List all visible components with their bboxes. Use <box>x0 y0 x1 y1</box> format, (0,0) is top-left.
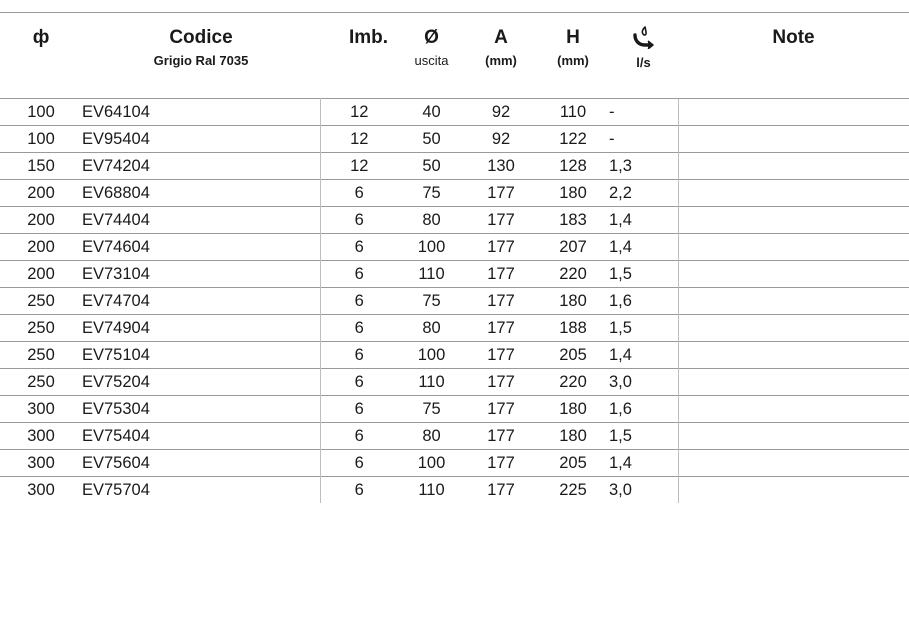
table-row <box>0 395 909 422</box>
cell-note <box>678 287 909 314</box>
cell-h: 220 <box>537 368 609 395</box>
cell-diameter: 200 <box>0 260 82 287</box>
cell-diameter: 300 <box>0 395 82 422</box>
cell-outlet: 100 <box>398 449 465 476</box>
cell-note <box>678 233 909 260</box>
table-row <box>0 125 909 152</box>
cell-imb: 12 <box>320 152 398 179</box>
cell-flow: 1,4 <box>609 206 678 233</box>
cell-h: 225 <box>537 476 609 503</box>
table-row <box>0 260 909 287</box>
cell-diameter: 250 <box>0 287 82 314</box>
header-outlet-title: Ø <box>424 27 439 48</box>
cell-note <box>678 314 909 341</box>
cell-a: 177 <box>465 314 537 341</box>
cell-code: EV74904 <box>82 314 320 341</box>
cell-flow: 1,5 <box>609 314 678 341</box>
cell-h: 205 <box>537 341 609 368</box>
cell-note <box>678 179 909 206</box>
table-row <box>0 368 909 395</box>
cell-outlet: 100 <box>398 341 465 368</box>
cell-imb: 12 <box>320 98 398 125</box>
table-row <box>0 98 909 125</box>
cell-diameter: 100 <box>0 125 82 152</box>
cell-imb: 12 <box>320 125 398 152</box>
cell-outlet: 110 <box>398 476 465 503</box>
cell-code: EV74704 <box>82 287 320 314</box>
cell-code: EV75204 <box>82 368 320 395</box>
table-row <box>0 233 909 260</box>
cell-h: 220 <box>537 260 609 287</box>
cell-imb: 6 <box>320 368 398 395</box>
cell-outlet: 50 <box>398 152 465 179</box>
cell-outlet: 75 <box>398 395 465 422</box>
cell-diameter: 250 <box>0 341 82 368</box>
cell-flow: 3,0 <box>609 368 678 395</box>
cell-a: 177 <box>465 260 537 287</box>
cell-h: 180 <box>537 422 609 449</box>
table-row <box>0 179 909 206</box>
header-note-title: Note <box>772 27 815 48</box>
cell-code: EV75304 <box>82 395 320 422</box>
cell-diameter: 300 <box>0 422 82 449</box>
header-note <box>678 13 909 98</box>
table-header-row <box>0 13 909 98</box>
cell-h: 207 <box>537 233 609 260</box>
cell-code: EV73104 <box>82 260 320 287</box>
header-a-subtitle: (mm) <box>485 53 517 68</box>
cell-flow: 3,0 <box>609 476 678 503</box>
table-row <box>0 314 909 341</box>
cell-code: EV75704 <box>82 476 320 503</box>
cell-outlet: 75 <box>398 179 465 206</box>
cell-imb: 6 <box>320 314 398 341</box>
cell-outlet: 80 <box>398 206 465 233</box>
cell-code: EV95404 <box>82 125 320 152</box>
header-code <box>82 13 320 98</box>
cell-outlet: 80 <box>398 314 465 341</box>
cell-h: 122 <box>537 125 609 152</box>
header-flow <box>609 13 678 98</box>
cell-code: EV75104 <box>82 341 320 368</box>
cell-note <box>678 152 909 179</box>
header-a <box>465 13 537 98</box>
cell-h: 180 <box>537 179 609 206</box>
cell-imb: 6 <box>320 422 398 449</box>
cell-a: 177 <box>465 476 537 503</box>
cell-diameter: 100 <box>0 98 82 125</box>
cell-flow: 1,4 <box>609 233 678 260</box>
cell-a: 177 <box>465 368 537 395</box>
cell-a: 177 <box>465 422 537 449</box>
table-row <box>0 341 909 368</box>
header-diameter <box>0 13 82 98</box>
cell-flow: 1,4 <box>609 449 678 476</box>
header-h <box>537 13 609 98</box>
cell-code: EV74604 <box>82 233 320 260</box>
cell-note <box>678 422 909 449</box>
cell-note <box>678 449 909 476</box>
table-row <box>0 476 909 503</box>
cell-code: EV75404 <box>82 422 320 449</box>
cell-outlet: 75 <box>398 287 465 314</box>
cell-imb: 6 <box>320 449 398 476</box>
table-body <box>0 98 909 503</box>
cell-flow: 1,3 <box>609 152 678 179</box>
cell-imb: 6 <box>320 287 398 314</box>
drain-flow-icon <box>632 25 656 49</box>
cell-code: EV64104 <box>82 98 320 125</box>
cell-outlet: 100 <box>398 233 465 260</box>
cell-flow: - <box>609 125 678 152</box>
table-row <box>0 287 909 314</box>
cell-outlet: 110 <box>398 260 465 287</box>
cell-h: 128 <box>537 152 609 179</box>
cell-imb: 6 <box>320 233 398 260</box>
diameter-symbol: ф <box>32 27 50 48</box>
table-row <box>0 449 909 476</box>
cell-h: 183 <box>537 206 609 233</box>
cell-code: EV74404 <box>82 206 320 233</box>
cell-a: 92 <box>465 98 537 125</box>
cell-code: EV68804 <box>82 179 320 206</box>
cell-flow: 2,2 <box>609 179 678 206</box>
cell-code: EV74204 <box>82 152 320 179</box>
cell-a: 177 <box>465 179 537 206</box>
header-imb-title: Imb. <box>348 27 388 48</box>
cell-diameter: 200 <box>0 233 82 260</box>
cell-note <box>678 395 909 422</box>
header-outlet-subtitle: uscita <box>414 53 449 68</box>
cell-flow: 1,5 <box>609 422 678 449</box>
cell-flow: 1,6 <box>609 287 678 314</box>
cell-h: 180 <box>537 395 609 422</box>
table-row <box>0 206 909 233</box>
header-h-title: H <box>566 27 580 48</box>
table-row <box>0 152 909 179</box>
cell-diameter: 250 <box>0 368 82 395</box>
cell-diameter: 150 <box>0 152 82 179</box>
cell-note <box>678 260 909 287</box>
product-table <box>0 13 909 503</box>
cell-code: EV75604 <box>82 449 320 476</box>
cell-a: 177 <box>465 341 537 368</box>
cell-flow: - <box>609 98 678 125</box>
cell-imb: 6 <box>320 206 398 233</box>
cell-a: 92 <box>465 125 537 152</box>
header-code-title: Codice <box>169 27 233 48</box>
cell-outlet: 40 <box>398 98 465 125</box>
cell-diameter: 200 <box>0 206 82 233</box>
cell-imb: 6 <box>320 179 398 206</box>
cell-flow: 1,4 <box>609 341 678 368</box>
header-imb <box>320 13 398 98</box>
cell-h: 110 <box>537 98 609 125</box>
cell-imb: 6 <box>320 341 398 368</box>
cell-flow: 1,6 <box>609 395 678 422</box>
header-flow-subtitle: l/s <box>636 55 651 70</box>
cell-note <box>678 125 909 152</box>
cell-note <box>678 206 909 233</box>
header-code-subtitle: Grigio Ral 7035 <box>153 53 249 68</box>
cell-a: 177 <box>465 233 537 260</box>
cell-a: 177 <box>465 395 537 422</box>
cell-imb: 6 <box>320 395 398 422</box>
cell-flow: 1,5 <box>609 260 678 287</box>
cell-h: 205 <box>537 449 609 476</box>
cell-note <box>678 476 909 503</box>
cell-note <box>678 98 909 125</box>
cell-a: 177 <box>465 287 537 314</box>
cell-a: 177 <box>465 206 537 233</box>
header-h-subtitle: (mm) <box>557 53 589 68</box>
cell-a: 130 <box>465 152 537 179</box>
header-a-title: A <box>494 27 508 48</box>
cell-imb: 6 <box>320 260 398 287</box>
table-row <box>0 422 909 449</box>
cell-diameter: 300 <box>0 449 82 476</box>
cell-outlet: 110 <box>398 368 465 395</box>
cell-imb: 6 <box>320 476 398 503</box>
cell-diameter: 300 <box>0 476 82 503</box>
cell-outlet: 80 <box>398 422 465 449</box>
cell-h: 180 <box>537 287 609 314</box>
cell-h: 188 <box>537 314 609 341</box>
cell-diameter: 250 <box>0 314 82 341</box>
header-outlet <box>398 13 465 98</box>
cell-note <box>678 368 909 395</box>
cell-diameter: 200 <box>0 179 82 206</box>
cell-outlet: 50 <box>398 125 465 152</box>
cell-note <box>678 341 909 368</box>
cell-a: 177 <box>465 449 537 476</box>
